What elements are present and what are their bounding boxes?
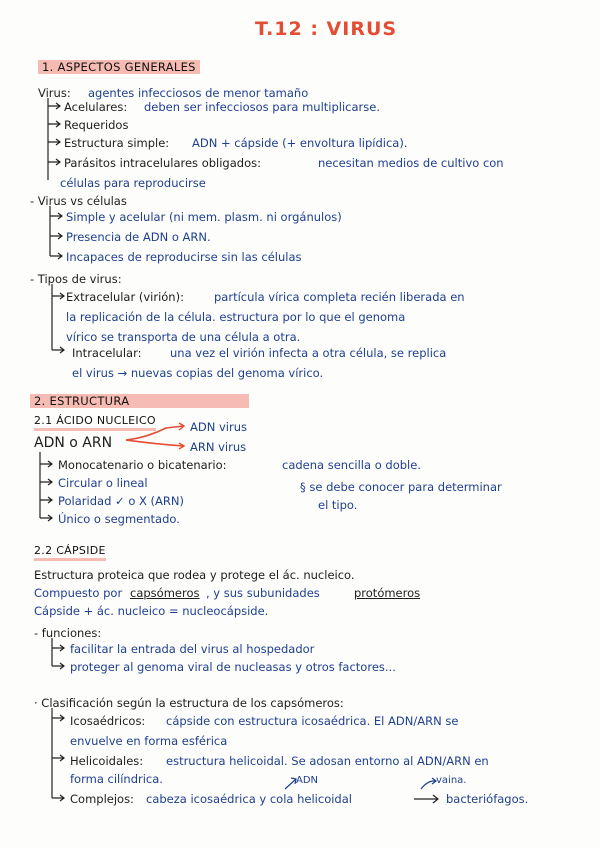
na-item-monocatenario-text: cadena sencilla o doble. — [282, 458, 421, 472]
virus-definition: agentes infecciosos de menor tamaño — [88, 86, 309, 100]
na-item-polaridad: Polaridad ✓ o X (ARN) — [58, 494, 184, 508]
extracelular-line3: vírico se transporta de una célula a otra. — [66, 330, 301, 344]
vs-item-incapaces: Incapaces de reproducirse sin las células — [66, 250, 302, 264]
arn-virus-label: ARN virus — [190, 440, 247, 454]
virus-vs-celulas-label: - Virus vs células — [30, 194, 127, 208]
intracelular-line1: una vez el virión infecta a otra célula, se replica — [170, 346, 447, 360]
vs-item-simple: Simple y acelular (ni mem. plasm. ni orgánulos) — [66, 210, 342, 224]
arrow-up-right-icon — [284, 776, 300, 790]
section-heading-estructura: 2. ESTRUCTURA — [30, 394, 249, 408]
virus-label: Virus: — [38, 86, 71, 100]
helicoidales-line1: estructura helicoidal. Se adosan entorno al ADN/ARN en — [166, 754, 489, 768]
item-requeridos-label: Requeridos — [64, 118, 129, 132]
capside-line3: Cápside + ác. nucleico = nucleocápside. — [34, 604, 269, 618]
intracelular-label: Intracelular: — [72, 346, 142, 360]
capside-line2-c: , y sus subunidades — [206, 586, 320, 600]
subsection-capside: 2.2 CÁPSIDE — [34, 544, 106, 561]
capside-line2-a: Compuesto por — [34, 586, 123, 600]
icosaedricos-line2: envuelve en forma esférica — [70, 734, 228, 748]
bracket-arrows-icon — [46, 708, 70, 808]
item-acelulares-text: deben ser infecciosos para multiplicarse. — [144, 100, 380, 114]
arrow-up-right-icon — [420, 778, 438, 790]
complejos-label: Complejos: — [70, 792, 134, 806]
item-acelulares-label: Acelulares: — [64, 100, 128, 114]
complejos-vaina-label: vaina. — [436, 775, 467, 786]
icosaedricos-label: Icosaédricos: — [70, 714, 146, 728]
na-item-circular: Circular o lineal — [58, 476, 148, 490]
na-item-unico: Único o segmentado. — [58, 512, 180, 526]
intracelular-line2: el virus → nuevas copias del genoma vírico. — [72, 366, 324, 380]
item-estructura-label: Estructura simple: — [64, 136, 170, 150]
funcion-item-proteger: proteger al genoma viral de nucleasas y otros factores... — [70, 660, 396, 674]
icosaedricos-line1: cápside con estructura icosaédrica. El ADN/ARN se — [166, 714, 459, 728]
capside-line1: Estructura proteica que rodea y protege el ác. nucleico. — [34, 568, 355, 582]
subsection-acido-nucleico: 2.1 ÁCIDO NUCLEICO — [34, 414, 156, 431]
extracelular-label: Extracelular (virión): — [66, 290, 184, 304]
funciones-label: - funciones: — [34, 626, 102, 640]
clasificacion-label: · Clasificación según la estructura de los capsómeros: — [34, 696, 344, 710]
adn-virus-label: ADN virus — [190, 420, 247, 434]
tipos-virus-label: - Tipos de virus: — [30, 272, 122, 286]
complejos-adn-label: ADN — [296, 775, 319, 786]
split-arrow-icon — [126, 422, 190, 452]
page-title: T.12 : VIRUS — [255, 18, 398, 40]
capside-line2-b: capsómeros — [130, 586, 200, 600]
vs-item-presencia: Presencia de ADN o ARN. — [66, 230, 211, 244]
capside-line2-d: protómeros — [354, 586, 421, 600]
extracelular-line1: partícula vírica completa recién liberada en — [214, 290, 465, 304]
bracket-arrows-icon — [46, 638, 70, 674]
item-estructura-text: ADN + cápside (+ envoltura lipídica). — [192, 136, 408, 150]
helicoidales-line2: forma cilíndrica. — [70, 772, 163, 786]
bracket-arrows-icon — [44, 284, 68, 364]
na-item-monocatenario: Monocatenario o bicatenario: — [58, 458, 227, 472]
section-heading-aspectos: 1. ASPECTOS GENERALES — [38, 60, 200, 74]
note-line1: § se debe conocer para determinar — [300, 480, 502, 494]
extracelular-line2: la replicación de la célula. estructura por lo que el genoma — [66, 310, 406, 324]
complejos-bacteriofagos: bacteriófagos. — [446, 792, 529, 806]
complejos-text: cabeza icosaédrica y cola helicoidal — [146, 792, 352, 806]
item-parasitos-cont: células para reproducirse — [60, 176, 206, 190]
note-line2: el tipo. — [318, 498, 358, 512]
bracket-arrows-icon — [44, 98, 64, 188]
bracket-arrows-icon — [34, 452, 58, 524]
funcion-item-entrada: facilitar la entrada del virus al hospedador — [70, 642, 315, 656]
arrow-right-icon — [412, 792, 442, 806]
bracket-arrows-icon — [44, 206, 64, 266]
helicoidales-label: Helicoidales: — [70, 754, 144, 768]
item-parasitos-label: Parásitos intracelulares obligados: — [64, 156, 261, 170]
adn-arn-label: ADN o ARN — [34, 435, 113, 451]
item-parasitos-text: necesitan medios de cultivo con — [318, 156, 504, 170]
